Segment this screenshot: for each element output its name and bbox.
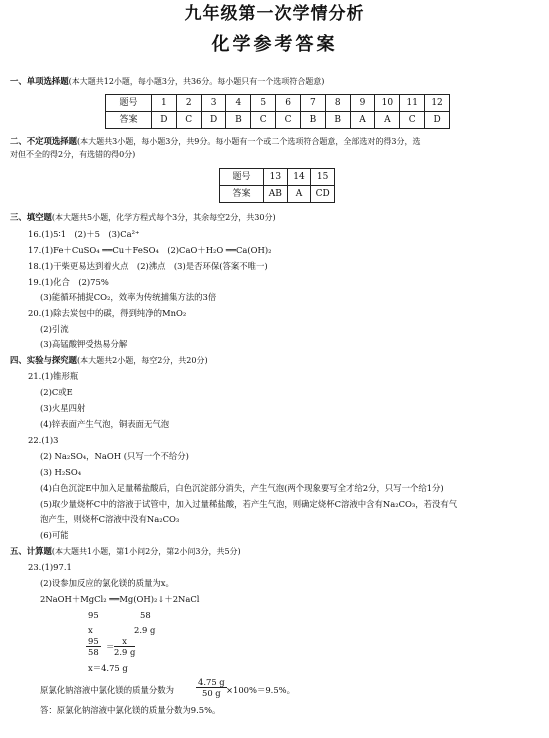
- section1-header: [10, 77, 324, 86]
- answer-cell: A: [375, 112, 400, 129]
- q22-line-6: (6)可能: [40, 530, 69, 540]
- question-number-cell: 2: [176, 95, 201, 112]
- question-number-cell: 11: [400, 95, 425, 112]
- question-number-cell: 4: [226, 95, 251, 112]
- section3-heading: 三、填空题: [10, 212, 52, 222]
- ratio-num-left: 95: [88, 636, 99, 646]
- section1-answer-table: [105, 94, 450, 129]
- calc-result: x＝4.75 g: [88, 663, 128, 673]
- q23-line-2: (2)设参加反应的氯化镁的质量为x。: [40, 578, 174, 588]
- section4-heading: 四、实验与探究题: [10, 355, 77, 365]
- section1-heading: 一、单项选择题: [10, 76, 69, 86]
- section4-header: [10, 356, 208, 365]
- question-number-cell: 13: [264, 169, 288, 186]
- row-label: 题号: [106, 95, 152, 112]
- ratio-den-right: 2.9 g: [114, 647, 136, 658]
- section2-note-cont: 对但不全的得2分，有选错的得0分): [10, 150, 136, 159]
- question-number-cell: 14: [287, 169, 311, 186]
- q23-line: 23.(1)97.1: [28, 562, 72, 572]
- answer-cell: C: [400, 112, 425, 129]
- row-label: 答案: [220, 186, 264, 203]
- section1-note: (本大题共12小题，每小题3分，共36分。每小题只有一个选项符合题意): [68, 77, 325, 86]
- question-number-cell: 8: [325, 95, 350, 112]
- q22-line-5-cont: 泡产生，则烧杯C溶液中没有Na₂CO₃: [40, 514, 180, 524]
- answer-cell: D: [152, 112, 177, 129]
- question-number-cell: 10: [375, 95, 400, 112]
- question-number-row: [106, 95, 450, 112]
- ratio-fraction-left: [86, 637, 101, 657]
- calc-var-mass: 2.9 g: [134, 625, 156, 635]
- ratio-equals: ＝: [106, 642, 115, 652]
- q23-equation: 2NaOH＋MgCl₂ ══Mg(OH)₂↓＋2NaCl: [40, 594, 200, 604]
- q19-line: 19.(1)化合 (2)75%: [28, 277, 109, 287]
- q22-line-5: (5)取少量烧杯C中的溶液于试管中，加入过量稀盐酸，若产生气泡，则确定烧杯C溶液中含有Na₂CO₃，若没有气: [40, 499, 458, 509]
- q20-line: 20.(1)除去炭包中的碳，得到纯净的MnO₂: [28, 308, 187, 318]
- section2-heading: 二、不定项选择题: [10, 136, 77, 146]
- final-den: 50 g: [201, 688, 221, 699]
- calc-mass-naoh: 95: [88, 610, 99, 620]
- final-num: 4.75 g: [198, 677, 225, 687]
- final-fraction: [196, 678, 227, 698]
- answer-cell: D: [201, 112, 226, 129]
- ratio-den-left: 58: [88, 647, 99, 658]
- ratio-fraction-right: [114, 637, 135, 657]
- answer-cell: CD: [311, 186, 335, 203]
- q21-line-3: (3)火星四射: [40, 403, 86, 413]
- question-number-cell: 3: [201, 95, 226, 112]
- answer-cell: B: [325, 112, 350, 129]
- section5-heading: 五、计算题: [10, 546, 52, 556]
- section3-header: [10, 213, 276, 222]
- answer-row: [106, 112, 450, 129]
- page-subtitle: 化学参考答案: [211, 34, 338, 55]
- section2-answer-table: [219, 168, 335, 203]
- question-number-row: [220, 169, 335, 186]
- ratio-num-right: x: [114, 637, 135, 647]
- answer-cell: A: [287, 186, 311, 203]
- q22-line: 22.(1)3: [28, 435, 59, 445]
- final-answer: 答：原氯化钠溶液中氯化镁的质量分数为9.5%。: [40, 705, 221, 715]
- question-number-cell: 15: [311, 169, 335, 186]
- question-number-cell: 1: [152, 95, 177, 112]
- answer-cell: A: [350, 112, 375, 129]
- answer-cell: C: [276, 112, 301, 129]
- q21-line-2: (2)C或E: [40, 387, 73, 397]
- q21-line-4: (4)锌表面产生气泡，铜表面无气泡: [40, 419, 170, 429]
- section2-header: [10, 137, 420, 146]
- row-label: 答案: [106, 112, 152, 129]
- q21-line: 21.(1)锥形瓶: [28, 371, 79, 381]
- q22-line-2: (2) Na₂SO₄，NaOH (只写一个不给分): [40, 451, 189, 461]
- answer-row: [220, 186, 335, 203]
- q20-line-2: (2)引流: [40, 324, 69, 334]
- section2-note: (本大题共3小题，每小题3分，共9分。每小题有一个或二个选项符合题意，全部选对的得3分，选: [77, 137, 421, 146]
- page-title: 九年级第一次学情分析: [184, 4, 365, 24]
- section5-note: (本大题共1小题，第1小问2分，第2小问3分，共5分): [51, 547, 241, 556]
- calc-mass-mg: 58: [140, 610, 151, 620]
- calc-var-x: x: [88, 625, 93, 635]
- question-number-cell: 7: [300, 95, 325, 112]
- q16-line: 16.(1)5∶1 (2)＋5 (3)Ca²⁺: [28, 229, 140, 239]
- answer-cell: B: [300, 112, 325, 129]
- q18-line: 18.(1)干柴更易达到着火点 (2)沸点 (3)是否环保(答案不唯一): [28, 261, 268, 271]
- section3-note: (本大题共5小题，化学方程式每个3分，其余每空2分，共30分): [51, 213, 276, 222]
- final-prefix: 原氯化钠溶液中氯化镁的质量分数为: [40, 685, 174, 695]
- final-suffix: ×100%＝9.5%。: [226, 685, 295, 695]
- answer-cell: B: [226, 112, 251, 129]
- answer-cell: C: [251, 112, 276, 129]
- q22-line-3: (3) H₂SO₄: [40, 467, 82, 477]
- answer-cell: D: [425, 112, 450, 129]
- q17-line: 17.(1)Fe＋CuSO₄ ══Cu＋FeSO₄ (2)CaO＋H₂O ══Ca(OH)₂: [28, 245, 272, 255]
- question-number-cell: 5: [251, 95, 276, 112]
- q19-line-3: (3)能循环捕捉CO₂，效率为传统捕集方法的3倍: [40, 292, 217, 302]
- q20-line-3: (3)高锰酸钾受热易分解: [40, 339, 128, 349]
- question-number-cell: 6: [276, 95, 301, 112]
- q22-line-4: (4)白色沉淀E中加入足量稀盐酸后，白色沉淀部分消失，产生气泡(两个现象要写全才给2分，只写一个给1分): [40, 483, 444, 493]
- row-label: 题号: [220, 169, 264, 186]
- question-number-cell: 9: [350, 95, 375, 112]
- section4-note: (本大题共2小题，每空2分，共20分): [77, 356, 208, 365]
- answer-cell: AB: [264, 186, 288, 203]
- question-number-cell: 12: [425, 95, 450, 112]
- section5-header: [10, 547, 241, 556]
- answer-cell: C: [176, 112, 201, 129]
